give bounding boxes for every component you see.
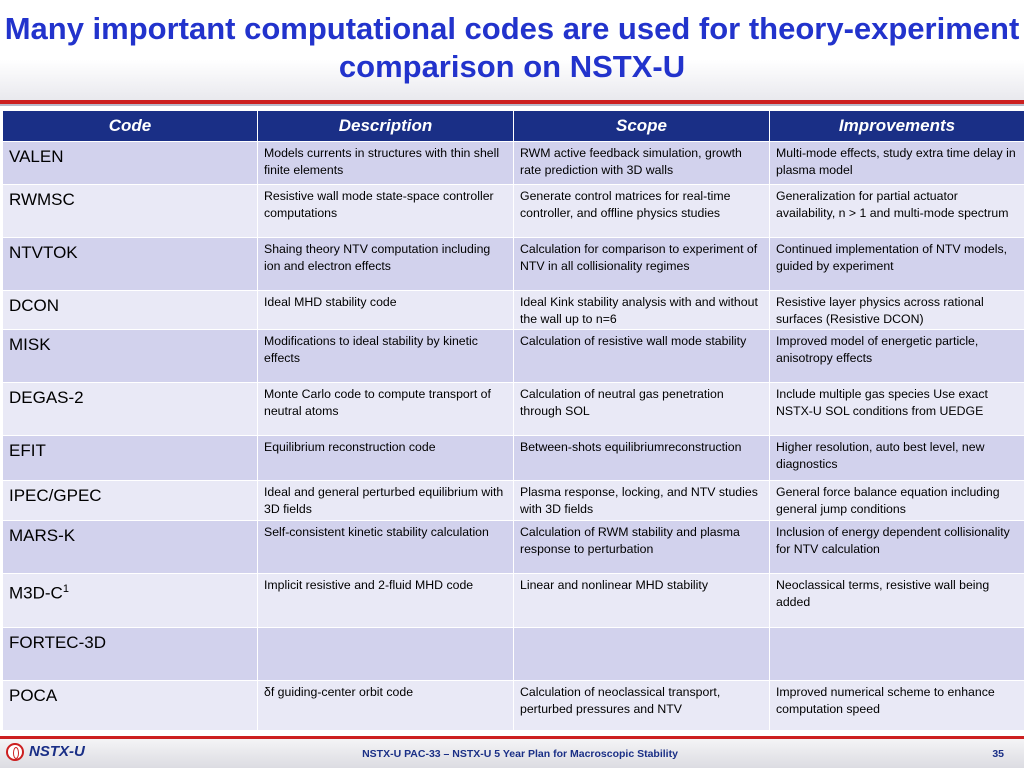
title-divider-grey [0, 104, 1024, 106]
cell-scope: Calculation of neoclassical transport, perturbed pressures and NTV [514, 681, 770, 731]
table-row [3, 521, 1024, 574]
header-code: Code [3, 111, 258, 142]
cell-scope: Calculation for comparison to experiment of NTV in all collisionality regimes [514, 238, 770, 291]
cell-scope: Ideal Kink stability analysis with and without the wall up to n=6 [514, 291, 770, 330]
table-row [3, 436, 1024, 481]
cell-description: Resistive wall mode state-space controller computations [258, 185, 514, 238]
cell-improvements: Improved model of energetic particle, anisotropy effects [770, 330, 1024, 383]
table-row [3, 481, 1024, 521]
table-row [3, 628, 1024, 681]
table-row [3, 574, 1024, 628]
page-number: 35 [992, 748, 1004, 760]
header-improvements: Improvements [770, 111, 1024, 142]
cell-description: Equilibrium reconstruction code [258, 436, 514, 481]
cell-scope: Calculation of resistive wall mode stability [514, 330, 770, 383]
cell-code: IPEC/GPEC [3, 481, 258, 521]
code-superscript: 1 [62, 583, 69, 595]
cell-improvements: Include multiple gas species Use exact NSTX-U SOL conditions from UEDGE [770, 383, 1024, 436]
table-row [3, 330, 1024, 383]
cell-code: FORTEC-3D [3, 628, 258, 681]
cell-description: Modifications to ideal stability by kinetic effects [258, 330, 514, 383]
cell-scope: Between-shots equilibriumreconstruction [514, 436, 770, 481]
cell-code: POCA [3, 681, 258, 731]
cell-description: Monte Carlo code to compute transport of neutral atoms [258, 383, 514, 436]
cell-code [3, 574, 258, 628]
cell-description: Shaing theory NTV computation including ion and electron effects [258, 238, 514, 291]
header-description: Description [258, 111, 514, 142]
cell-scope [514, 628, 770, 681]
cell-improvements: Inclusion of energy dependent collisionality for NTV calculation [770, 521, 1024, 574]
cell-improvements: Continued implementation of NTV models, guided by experiment [770, 238, 1024, 291]
table-row [3, 185, 1024, 238]
header-scope: Scope [514, 111, 770, 142]
cell-scope: Calculation of neutral gas penetration through SOL [514, 383, 770, 436]
cell-improvements: Resistive layer physics across rational surfaces (Resistive DCON) [770, 291, 1024, 330]
table-row [3, 383, 1024, 436]
code-name: M3D-C [9, 583, 63, 603]
table-row [3, 142, 1024, 185]
cell-code: EFIT [3, 436, 258, 481]
cell-description [258, 628, 514, 681]
cell-code: VALEN [3, 142, 258, 185]
nstx-logo-icon [6, 743, 24, 761]
cell-description: δf guiding-center orbit code [258, 681, 514, 731]
cell-description: Implicit resistive and 2-fluid MHD code [258, 574, 514, 628]
cell-improvements: Multi-mode effects, study extra time delay in plasma model [770, 142, 1024, 185]
cell-scope: Generate control matrices for real-time controller, and offline physics studies [514, 185, 770, 238]
cell-code: NTVTOK [3, 238, 258, 291]
cell-description: Models currents in structures with thin shell finite elements [258, 142, 514, 185]
footer-logo-text: NSTX-U [29, 743, 85, 760]
cell-improvements: Improved numerical scheme to enhance computation speed [770, 681, 1024, 731]
table-row [3, 238, 1024, 291]
cell-description: Ideal and general perturbed equilibrium with 3D fields [258, 481, 514, 521]
cell-scope: Calculation of RWM stability and plasma response to perturbation [514, 521, 770, 574]
cell-code: DEGAS-2 [3, 383, 258, 436]
cell-improvements: Generalization for partial actuator availability, n > 1 and multi-mode spectrum [770, 185, 1024, 238]
cell-improvements [770, 628, 1024, 681]
table-row [3, 291, 1024, 330]
codes-table [2, 110, 1024, 731]
cell-improvements: Neoclassical terms, resistive wall being added [770, 574, 1024, 628]
cell-description: Self-consistent kinetic stability calculation [258, 521, 514, 574]
table-header-row [3, 111, 1024, 142]
cell-scope: Linear and nonlinear MHD stability [514, 574, 770, 628]
cell-scope: RWM active feedback simulation, growth rate prediction with 3D walls [514, 142, 770, 185]
footer-caption: NSTX-U PAC-33 – NSTX-U 5 Year Plan for Macroscopic Stability [362, 748, 678, 760]
cell-code: MISK [3, 330, 258, 383]
cell-code: RWMSC [3, 185, 258, 238]
cell-description: Ideal MHD stability code [258, 291, 514, 330]
cell-scope: Plasma response, locking, and NTV studies with 3D fields [514, 481, 770, 521]
slide-title: Many important computational codes are used for theory-experiment comparison on NSTX-U [4, 11, 1020, 84]
cell-improvements: Higher resolution, auto best level, new diagnostics [770, 436, 1024, 481]
cell-code: DCON [3, 291, 258, 330]
table-row [3, 681, 1024, 731]
cell-improvements: General force balance equation including general jump conditions [770, 481, 1024, 521]
cell-code: MARS-K [3, 521, 258, 574]
